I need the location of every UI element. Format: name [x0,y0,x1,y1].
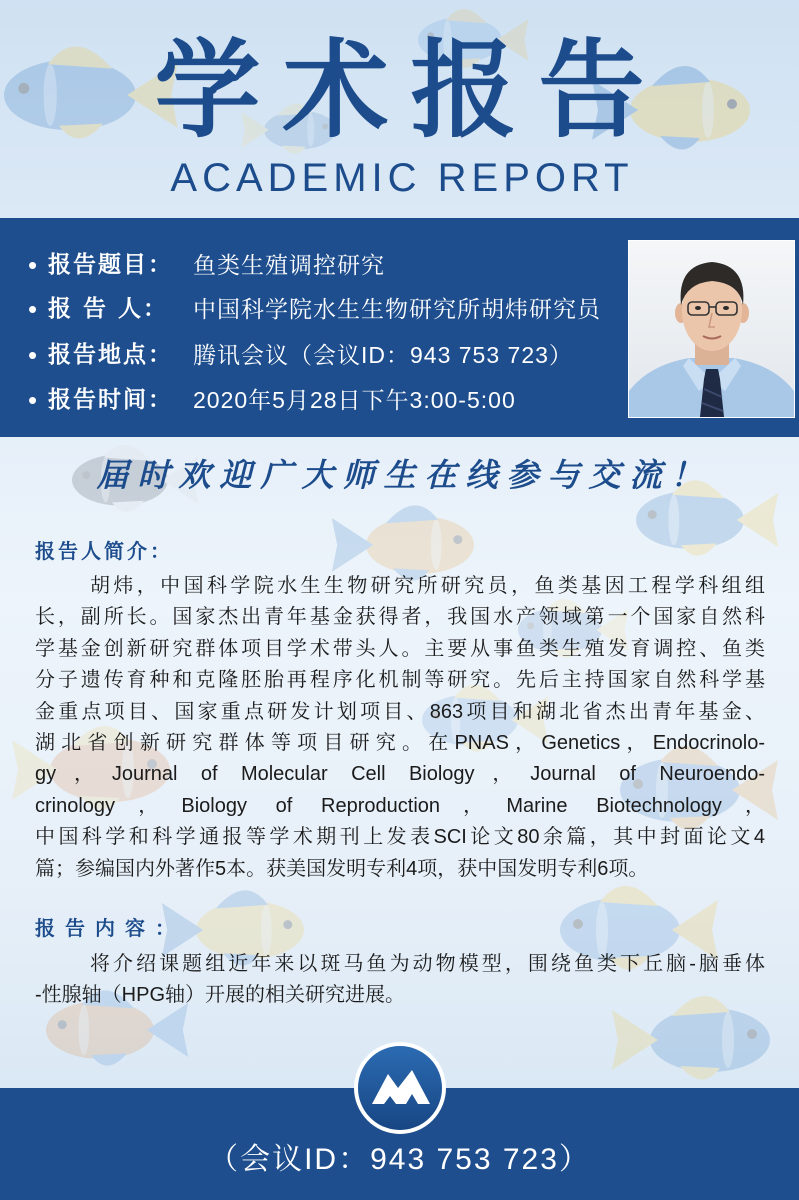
invitation-text: 届时欢迎广大师生在线参与交流！ [96,456,712,494]
bio-line: 湖北省创新研究群体等项目研究。在PNAS，Genetics，Endocrinolo- [35,731,765,754]
content-line: -性腺轴（HPG轴）开展的相关研究进展。 [35,984,405,1007]
bio-text [35,571,765,885]
footer-meeting-id: （会议ID：943 753 723） [208,1143,591,1176]
content-heading: 报告内容： [35,916,185,940]
poster-subtitle: ACADEMIC REPORT [170,156,634,200]
bullet-icon: • [28,294,38,324]
bio-line: 胡炜，中国科学院水生生物研究所研究员，鱼类基因工程学科组组 [90,575,765,597]
bio-heading: 报告人简介： [35,539,173,563]
info-band [0,218,799,437]
logo-graphic [352,1040,448,1136]
info-value: 2020年5月28日下午3:00-5:00 [193,387,516,413]
content-text [35,949,765,1012]
info-row-topic [0,248,620,282]
bullet-icon: • [28,250,38,280]
bio-line: 金重点项目、国家重点研发计划项目、863项目和湖北省杰出青年基金、 [35,700,765,723]
bio-line: gy，Journal of Molecular Cell Biology，Journal of Neuroendo- [35,763,765,786]
bio-line: 中国科学和科学通报等学术期刊上发表SCI论文80余篇，其中封面论文4 [35,826,765,849]
bio-line: 学基金创新研究群体项目学术带头人。主要从事鱼类生殖发育调控、鱼类 [35,637,765,660]
speaker-photo [628,240,795,418]
bio-line: crinology，Biology of Reproduction，Marine Biotechnology， [35,794,765,817]
info-value: 中国科学院水生生物研究所胡炜研究员 [193,296,601,322]
bullet-icon: • [28,385,38,415]
bio-line: 分子遗传育种和克隆胚胎再程序化机制等研究。先后主持国家自然科学基 [35,669,765,692]
content-line: 将介绍课题组近年来以斑马鱼为动物模型，围绕鱼类下丘脑-脑垂体 [90,953,765,975]
bio-line: 长，副所长。国家杰出青年基金获得者，我国水产领域第一个国家自然科 [35,606,765,629]
bullet-icon: • [28,340,38,370]
info-value: 鱼类生殖调控研究 [193,252,385,278]
info-label: 报告题目： [48,251,173,278]
info-label: 报告地点： [48,341,173,368]
info-row-time [0,383,620,417]
institute-logo-icon [352,1040,448,1136]
info-value: 腾讯会议（会议ID：943 753 723） [193,342,573,368]
info-label: 报 告 人： [48,295,169,322]
fish-illustration [332,505,474,580]
info-row-location [0,338,620,372]
info-label: 报告时间： [48,386,173,413]
speaker-portrait [629,241,794,417]
poster-title: 学术报告 [154,27,667,152]
bio-line: 篇；参编国内外著作5本。获美国发明专利4项，获中国发明专利6项。 [35,857,649,880]
info-row-speaker [0,292,620,326]
